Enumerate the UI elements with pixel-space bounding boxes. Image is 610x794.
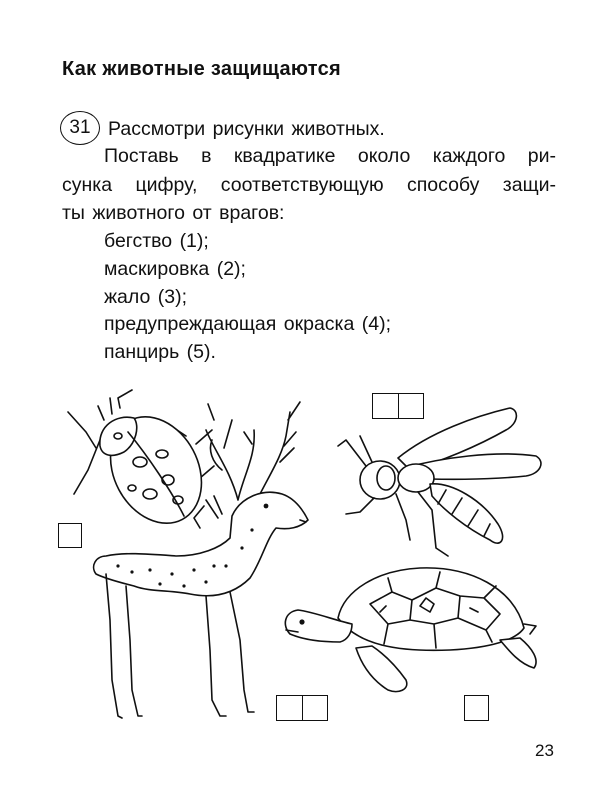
- option-flight: бегство (1);: [104, 230, 209, 252]
- option-shell: панцирь (5).: [104, 341, 216, 363]
- task-instruction-3: сунка цифру, соответствующую способу защи-: [62, 174, 556, 196]
- task-instruction-4: ты животного от врагов:: [62, 202, 285, 224]
- task-instruction-1: Рассмотри рисунки животных.: [108, 118, 385, 140]
- turtle-icon: [285, 568, 536, 692]
- task-number: 31: [60, 111, 100, 145]
- answer-box-ladybug[interactable]: [58, 523, 82, 548]
- answer-box-turtle[interactable]: [464, 695, 489, 721]
- page-number: 23: [535, 741, 554, 760]
- answer-box-wasp[interactable]: [372, 393, 424, 419]
- option-sting: жало (3);: [104, 286, 187, 308]
- task-instruction-2: Поставь в квадратике около каждого ри-: [104, 145, 556, 167]
- option-camouflage: маскировка (2);: [104, 258, 246, 280]
- wasp-icon: [338, 408, 541, 556]
- answer-box-deer[interactable]: [276, 695, 328, 721]
- option-warning-coloration: предупреждающая окраска (4);: [104, 313, 392, 335]
- ladybug-icon: [68, 390, 219, 539]
- page-title: Как животные защищаются: [62, 58, 342, 80]
